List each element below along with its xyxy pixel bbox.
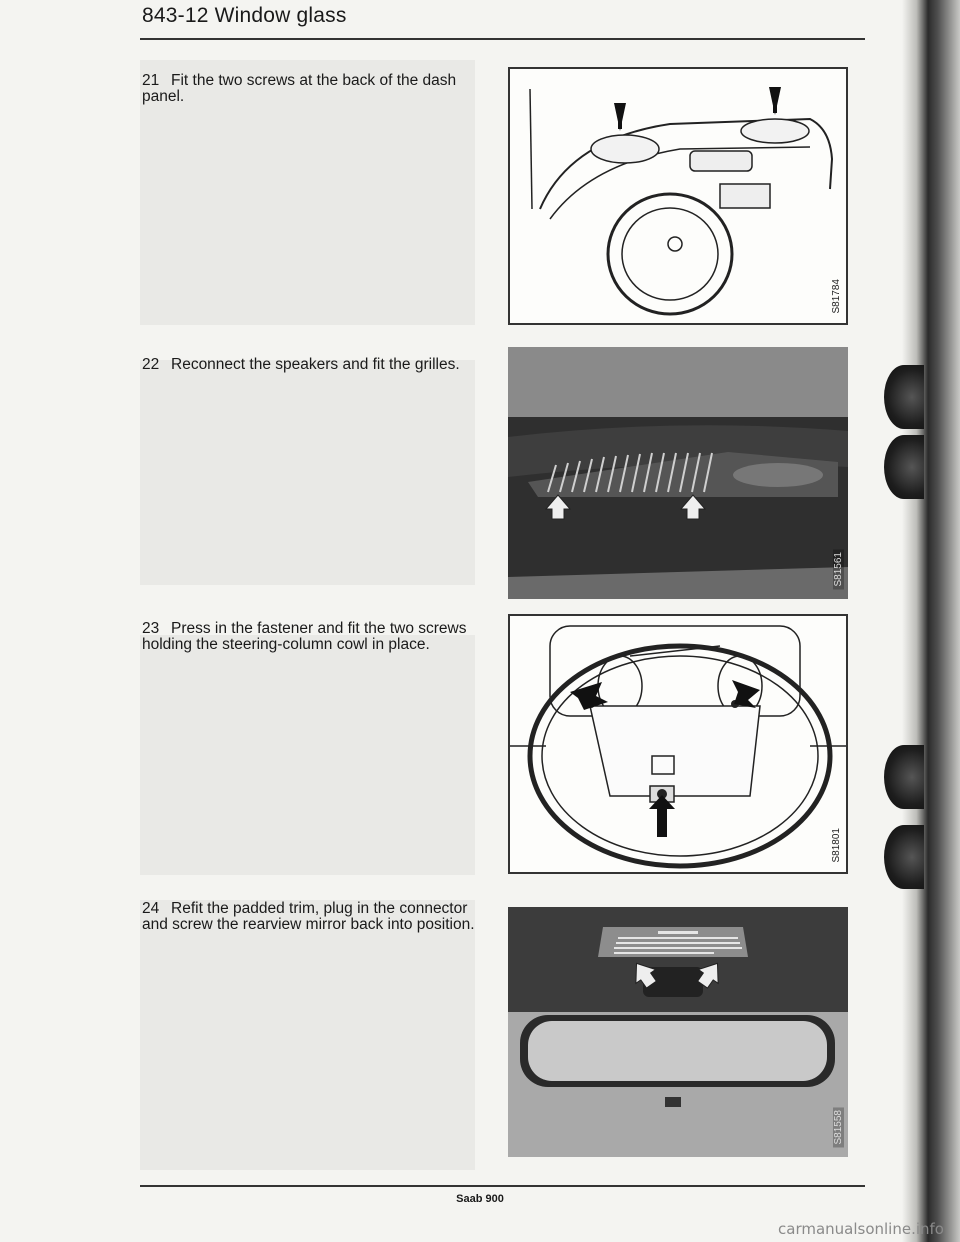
step-number: 22 [142,356,160,373]
page-title: 843-12 Window glass [142,4,347,27]
punch-hole [884,365,924,429]
step-24 [142,901,487,933]
watermark: carmanualsonline.info [778,1220,944,1238]
steering-wheel-illustration [510,616,846,872]
figure-speaker-grilles [508,347,848,599]
header-rule [140,38,865,40]
show-through-shadow [140,900,475,1170]
step-number: 24 [142,900,160,917]
figure-steering-column-cowl [508,614,848,874]
footer-text: Saab 900 [456,1193,504,1205]
figure-id: S81561 [833,549,844,589]
figure-rearview-mirror [508,907,848,1157]
step-text: Reconnect the speakers and fit the grilles. [171,356,460,373]
speaker-grille-photo [508,347,848,599]
show-through-shadow [140,635,475,875]
figure-dash-panel-screws [508,67,848,325]
dash-panel-illustration [510,69,846,323]
figure-id: S81558 [833,1107,844,1147]
step-number: 23 [142,620,160,637]
rearview-mirror-photo [508,907,848,1157]
step-text: Fit the two screws at the back of the dash panel. [142,72,457,105]
show-through-shadow [140,360,475,585]
figure-id: S81784 [831,278,842,313]
binder-edge [902,0,960,1242]
step-text: Refit the padded trim, plug in the connector and screw the rearview mirror back into position. [142,900,475,933]
step-22 [142,357,487,373]
punch-hole [884,825,924,889]
figure-id: S81801 [831,827,842,862]
step-text: Press in the fastener and fit the two screws holding the steering-column cowl in place. [142,620,467,653]
step-23 [142,621,487,653]
punch-hole [884,435,924,499]
step-21 [142,73,487,105]
footer-rule [140,1185,865,1187]
punch-hole [884,745,924,809]
step-number: 21 [142,72,160,89]
